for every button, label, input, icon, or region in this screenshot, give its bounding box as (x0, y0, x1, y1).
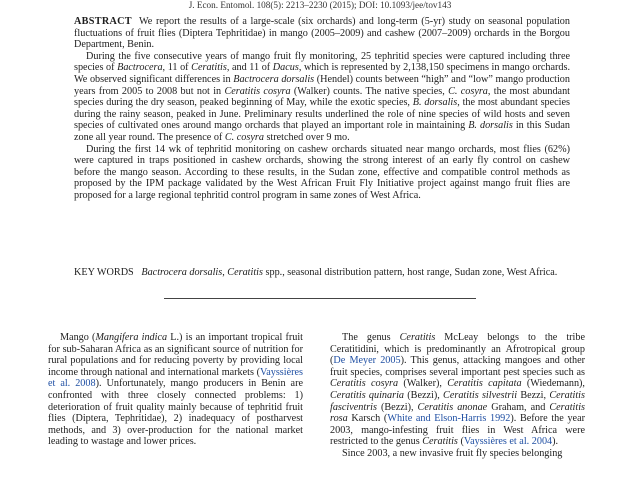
text-run: Bezzi, (517, 389, 550, 401)
text-run: , the most abundant species during the dry season, peaked beginning of May, while the exotic species, (74, 85, 570, 109)
abstract-paragraph-3: During the first 14 wk of tephritid monitoring on cashew orchards situated near mango orchards, most flies (62%) were captured in traps positioned in cashew orchards, showing the strong interest of an early fly control on cashew before the mango season. According to these results, in the Sudan zone, effective and compatible control methods as proposed by the IPM package validated by the West African Fruit Fly Initiative project against mango fruit flies are proposed for a large regional tephritid control program in same zones of West Africa. (74, 143, 570, 201)
text-run: , the most abundant species during the rainy season, peaked in June. Preliminary results underlined the role of nine species of wild hosts and seven species of cultivated ones around mango orchards that played an important role in maintaining (74, 97, 571, 132)
italic-taxon: Ceratitis (191, 62, 227, 74)
italic-taxon: C. cosyra (224, 131, 264, 143)
reference-link[interactable]: Vayssières et al. 2004 (463, 436, 553, 448)
keywords-section (74, 267, 570, 279)
text-run: ). This genus, attacking mangoes and other fruit species, comprises several important pest species such as (330, 355, 585, 378)
reference-link[interactable]: De Meyer 2005 (333, 355, 401, 367)
text-run: (Walker) counts. The native species, (290, 85, 449, 97)
italic-taxon: Ceratitis (399, 332, 436, 343)
keywords-heading: KEY WORDS (74, 267, 134, 278)
text-run: Graham, and (487, 401, 550, 413)
text-run: , which is represented by 2,138,150 specimens in mango orchards. We observed significant differences in (74, 62, 570, 85)
citation-text: J. Econ. Entomol. 108(5): 2213–2230 (2015); DOI: 10.1093/jee/tov143 (188, 0, 452, 10)
italic-taxon: Ceratitis capitata (447, 378, 522, 390)
italic-taxon: Ceratitis cosyra (224, 85, 291, 97)
intro-paragraph (48, 332, 303, 448)
text-run: spp., seasonal distribution pattern, host range, Sudan zone, West Africa. (262, 267, 558, 278)
next-paragraph-start: Since 2003, a new invasive fruit fly species belonging (342, 447, 563, 459)
italic-taxon: Bactrocera dorsalis (233, 73, 315, 85)
italic-taxon: Mangifera indica (95, 332, 168, 343)
text-run: (Bezzi), (404, 389, 444, 401)
text-run: The genus (342, 332, 400, 343)
italic-taxon: B. dorsalis (412, 97, 458, 109)
reference-link[interactable]: Vayssières et al. 2008 (48, 366, 303, 390)
text-run: , and 11 of (226, 62, 273, 74)
keywords-list (141, 267, 557, 278)
text-run: stretched over 9 mo. (263, 131, 350, 143)
italic-taxon: Ceratitis cosyra (330, 378, 399, 390)
body-right-column (330, 332, 585, 460)
journal-citation-header (0, 0, 640, 11)
italic-taxon: Ceratitis anonae (417, 401, 488, 413)
text-run: (Hendel) counts between “high” and “low” mango production years from 2005 to 2008 but not in (74, 73, 570, 97)
text-run: ). Before the year 2003, mango-infesting fruit flies in West Africa were restricted to the genus (330, 413, 585, 448)
text-run: Mango ( (60, 332, 96, 343)
italic-taxon: Ceratitis silvestrii (443, 389, 518, 401)
text-run: (Wiedemann), (521, 378, 585, 390)
text-run: McLeay belongs to the tribe Ceratitidini, which is predominantly an Afrotropical group ( (330, 332, 586, 367)
abstract-heading: ABSTRACT (74, 16, 132, 27)
italic-taxon: Ceratitis (227, 267, 263, 278)
italic-taxon: Ceratitis fasciventris (330, 389, 585, 413)
body-left-column (48, 332, 303, 448)
italic-taxon: Bactrocera dorsalis (141, 267, 223, 278)
abstract-paragraph-1 (74, 16, 570, 51)
italic-taxon: Ceratitis quinaria (330, 389, 405, 401)
text-run: (Bezzi), (376, 401, 418, 413)
text-run: During the five consecutive years of mango fruit fly monitoring, 25 tephritid species were captured including three species of (74, 50, 570, 74)
text-run: , 11 of (162, 62, 192, 74)
italic-taxon: Bactrocera (117, 62, 163, 74)
italic-taxon: Dacus (272, 62, 299, 74)
text-run: ( (457, 436, 464, 448)
text-run: L.) is an important tropical fruit for sub-Saharan Africa as an significant source of nutrition for rural populations and for reducing poverty by providing local income through national and international markets ( (48, 332, 303, 378)
reference-link[interactable]: White and Elson-Harris 1992 (387, 413, 511, 425)
ceratitis-paragraph (330, 332, 585, 448)
abstract-section (74, 16, 570, 202)
abstract-p1-text: We report the results of a large-scale (six orchards) and long-term (5-yr) study on seasonal population fluctuations of fruit flies (Diptera Tephritidae) in mango (2005–2009) and cashew (2007–2009) orchards in the Borgou Department, Benin. (74, 16, 570, 51)
text-run: (Walker), (398, 378, 448, 390)
abstract-paragraph-2 (74, 51, 570, 144)
italic-taxon: C. cosyra (448, 85, 488, 97)
text-run: Karsch ( (347, 413, 388, 425)
section-divider (164, 298, 476, 299)
italic-taxon: Ceratitis (422, 436, 458, 448)
italic-taxon: B. dorsalis (468, 120, 513, 132)
text-run: ). (552, 436, 559, 448)
text-run: in this Sudan zone all year round. The presence of (74, 120, 570, 143)
italic-taxon: Ceratitis rosa (330, 401, 585, 425)
text-run: , (222, 267, 228, 278)
text-run: ). Unfortunately, mango producers in Benin are confronted with three closely connected problems: 1) deterioration of fruit quality mainly because of tephritid fruit flies (Diptera, Tephritidae), 2) inadequacy of postharvest methods, and 3) over-production for the national market leading to wastage and lower prices. (48, 378, 303, 448)
